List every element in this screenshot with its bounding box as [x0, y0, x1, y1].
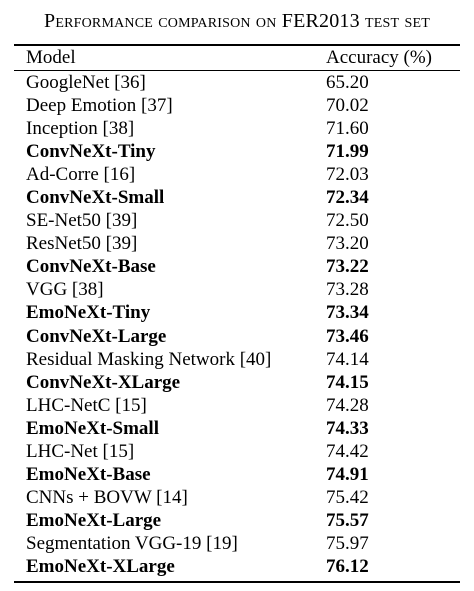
model-name-cell: EmoNeXt-Small: [26, 417, 159, 439]
model-name-cell: EmoNeXt-Base: [26, 463, 151, 485]
accuracy-cell: 73.34: [326, 302, 369, 324]
table-row: [14, 509, 460, 532]
accuracy-cell: 72.34: [326, 187, 369, 209]
table-row: [14, 532, 460, 555]
model-name-cell: ResNet50 [39]: [26, 233, 138, 255]
table-row: [14, 117, 460, 140]
table-row: [14, 371, 460, 394]
model-name-cell: VGG [38]: [26, 279, 104, 301]
accuracy-cell: 76.12: [326, 555, 369, 577]
model-name-cell: GoogleNet [36]: [26, 72, 146, 93]
table-row: [14, 163, 460, 186]
table-row: [14, 71, 460, 94]
table-body: [14, 71, 460, 578]
table-row: [14, 140, 460, 163]
model-name-cell: Segmentation VGG-19 [19]: [26, 532, 238, 554]
bottom-rule: [14, 581, 460, 583]
model-name-cell: Inception [38]: [26, 118, 135, 140]
table-row: [14, 255, 460, 278]
accuracy-cell: 74.15: [326, 371, 369, 393]
model-name-cell: EmoNeXt-XLarge: [26, 555, 175, 577]
accuracy-cell: 65.20: [326, 72, 369, 93]
model-name-cell: LHC-NetC [15]: [26, 394, 147, 416]
model-name-cell: CNNs + BOVW [14]: [26, 486, 188, 508]
table-row: [14, 486, 460, 509]
table-row: [14, 394, 460, 417]
model-name-cell: ConvNeXt-Base: [26, 256, 156, 278]
table-row: [14, 232, 460, 255]
table-caption: Performance comparison on FER2013 test set: [44, 10, 430, 32]
model-name-cell: ConvNeXt-XLarge: [26, 371, 181, 393]
model-name-cell: SE-Net50 [39]: [26, 210, 138, 232]
table-row: [14, 463, 460, 486]
column-header-model: Model: [26, 47, 76, 68]
accuracy-cell: 72.50: [326, 210, 369, 232]
table-row: [14, 301, 460, 324]
accuracy-cell: 73.28: [326, 279, 369, 301]
model-name-cell: ConvNeXt-Small: [26, 187, 165, 209]
table-row: [14, 555, 460, 578]
table-row: [14, 94, 460, 117]
accuracy-cell: 74.14: [326, 348, 369, 370]
table-row: [14, 186, 460, 209]
accuracy-cell: 74.33: [326, 417, 369, 439]
table-row: [14, 278, 460, 301]
accuracy-cell: 71.60: [326, 118, 369, 140]
accuracy-cell: 73.46: [326, 325, 369, 347]
accuracy-cell: 75.42: [326, 486, 369, 508]
model-name-cell: ConvNeXt-Large: [26, 325, 167, 347]
accuracy-cell: 75.97: [326, 532, 369, 554]
accuracy-cell: 74.28: [326, 394, 369, 416]
model-name-cell: LHC-Net [15]: [26, 440, 135, 462]
table-row: [14, 209, 460, 232]
accuracy-cell: 73.22: [326, 256, 369, 278]
accuracy-cell: 75.57: [326, 509, 369, 531]
table-row: [14, 440, 460, 463]
accuracy-cell: 71.99: [326, 141, 369, 163]
accuracy-cell: 74.91: [326, 463, 369, 485]
model-name-cell: EmoNeXt-Large: [26, 509, 162, 531]
column-header-accuracy: Accuracy (%): [326, 47, 433, 68]
table-row: [14, 348, 460, 371]
model-name-cell: ConvNeXt-Tiny: [26, 141, 156, 163]
model-name-cell: Ad-Corre [16]: [26, 164, 136, 186]
model-name-cell: Deep Emotion [37]: [26, 95, 173, 117]
table-row: [14, 325, 460, 348]
model-name-cell: EmoNeXt-Tiny: [26, 302, 151, 324]
accuracy-cell: 70.02: [326, 95, 369, 117]
accuracy-cell: 72.03: [326, 164, 369, 186]
model-name-cell: Residual Masking Network [40]: [26, 348, 272, 370]
table-row: [14, 417, 460, 440]
accuracy-cell: 73.20: [326, 233, 369, 255]
accuracy-cell: 74.42: [326, 440, 369, 462]
